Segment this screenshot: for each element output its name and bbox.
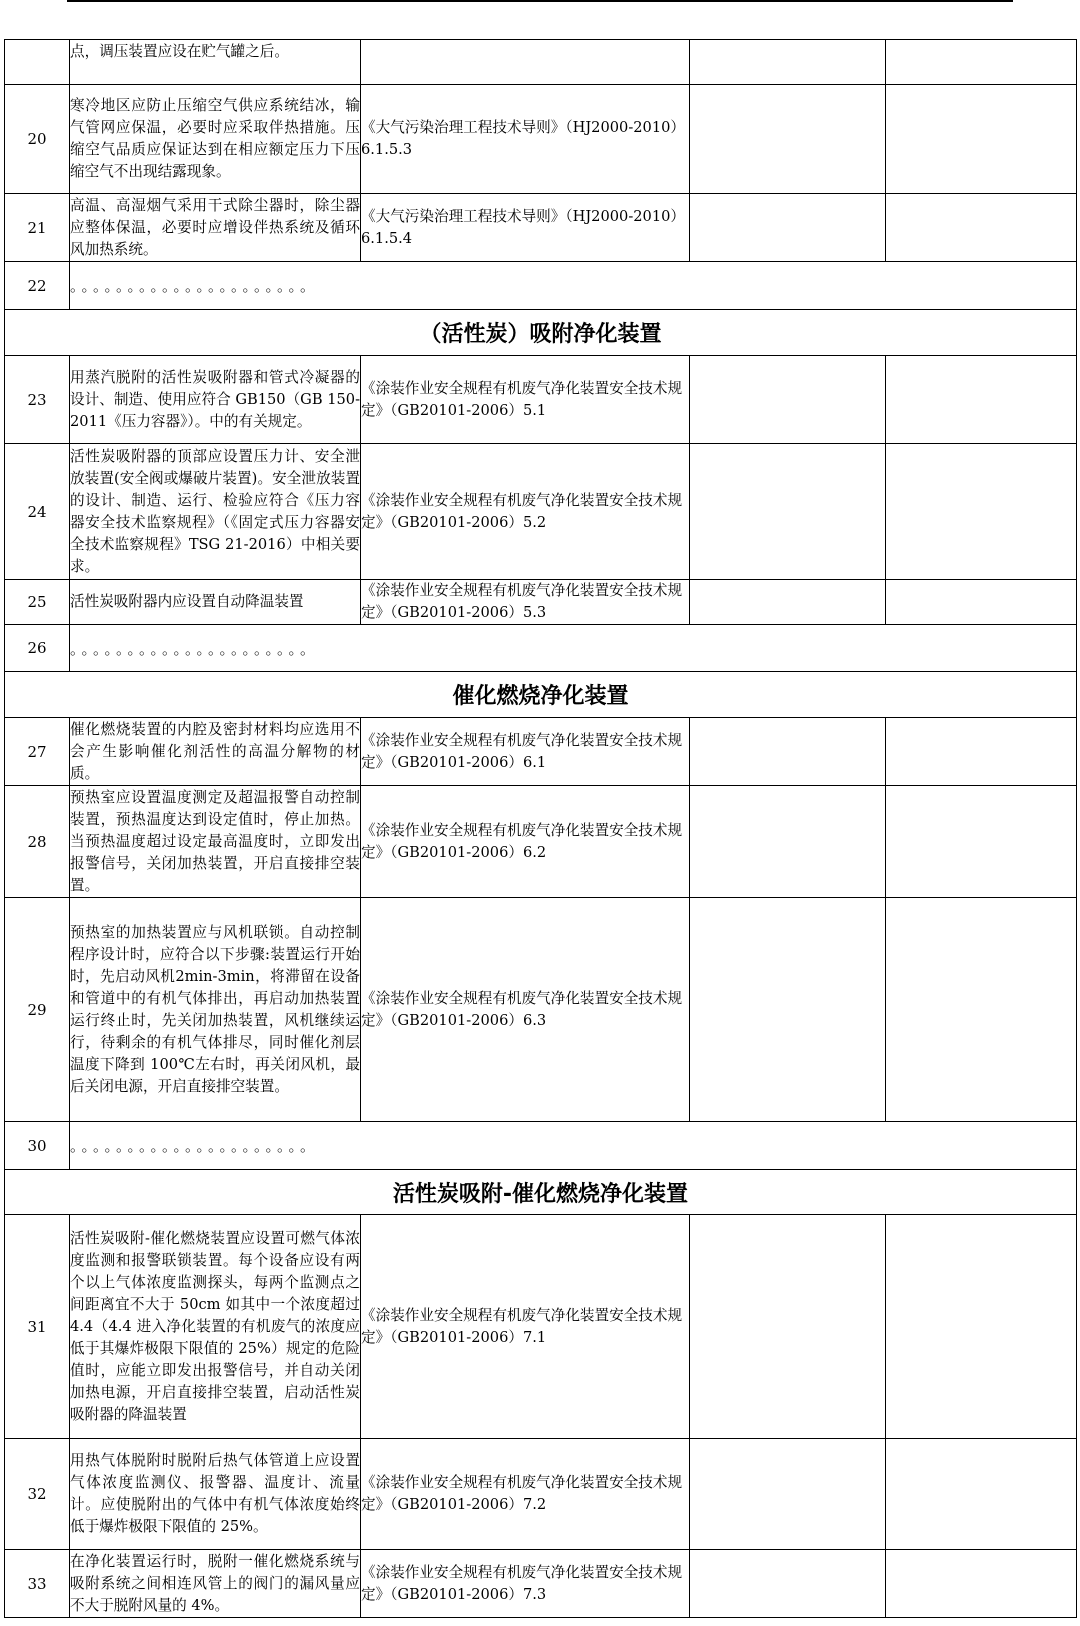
- header-rule: [67, 0, 1013, 2]
- row-number: 24: [5, 444, 70, 580]
- reference-text: 《涂装作业安全规程有机废气净化装置安全技术规定》（GB20101-2006）5.1: [361, 356, 690, 444]
- reference-text: 《涂装作业安全规程有机废气净化装置安全技术规定》（GB20101-2006）6.1: [361, 718, 690, 786]
- row-number: 32: [5, 1439, 70, 1550]
- reference-text: 《涂装作业安全规程有机废气净化装置安全技术规定》（GB20101-2006）7.3: [361, 1550, 690, 1618]
- row-number: 28: [5, 786, 70, 898]
- row-number: 30: [5, 1122, 70, 1170]
- blank-cell: [886, 898, 1077, 1122]
- requirement-text: 在净化装置运行时，脱附一催化燃烧系统与吸附系统之间相连风管上的阀门的漏风量应不大于脱附风量的 4%。: [70, 1550, 361, 1618]
- reference-text: 《涂装作业安全规程有机废气净化装置安全技术规定》（GB20101-2006）7.2: [361, 1439, 690, 1550]
- table-row: [5, 85, 1077, 194]
- requirement-text: 预热室的加热装置应与风机联锁。自动控制程序设计时，应符合以下步骤:装置运行开始时，先启动风机2min-3min，将滞留在设备和管道中的有机气体排出，再启动加热装置运行终止时，先关闭加热装置，风机继续运行，待剩余的有机气体排尽，同时催化剂层温度下降到 100℃左右时，再关闭风机，最后关闭电源，开启直接排空装置。: [70, 898, 361, 1122]
- row-number: 25: [5, 580, 70, 625]
- table-row: [5, 1439, 1077, 1550]
- blank-cell: [690, 786, 886, 898]
- reference-text: [361, 40, 690, 85]
- section-heading: 催化燃烧净化装置: [5, 672, 1077, 718]
- blank-cell: [690, 718, 886, 786]
- reference-text: 《大气污染治理工程技术导则》（HJ2000-2010）6.1.5.3: [361, 85, 690, 194]
- table-row: [5, 786, 1077, 898]
- requirement-text: 寒冷地区应防止压缩空气供应系统结冰，输气管网应保温，必要时应采取伴热措施。压缩空气品质应保证达到在相应额定压力下压缩空气不出现结露现象。: [70, 85, 361, 194]
- requirement-text: 催化燃烧装置的内腔及密封材料均应选用不会产生影响催化剂活性的高温分解物的材质。: [70, 718, 361, 786]
- section-row: [5, 1170, 1077, 1215]
- blank-cell: [886, 85, 1077, 194]
- blank-cell: [690, 1215, 886, 1439]
- blank-cell: [690, 85, 886, 194]
- row-number: 20: [5, 85, 70, 194]
- requirement-text: 高温、高湿烟气采用干式除尘器时，除尘器应整体保温，必要时应增设伴热系统及循环风加热系统。: [70, 194, 361, 262]
- blank-cell: [886, 444, 1077, 580]
- row-number: 29: [5, 898, 70, 1122]
- blank-cell: [886, 580, 1077, 625]
- blank-cell: [886, 718, 1077, 786]
- table-row: [5, 1550, 1077, 1618]
- requirement-text: 点，调压装置应设在贮气罐之后。: [70, 40, 361, 85]
- reference-text: 《大气污染治理工程技术导则》（HJ2000-2010）6.1.5.4: [361, 194, 690, 262]
- row-number: 23: [5, 356, 70, 444]
- blank-cell: [690, 1439, 886, 1550]
- ellipsis-row: 。。。。。。。。。。。。。。。。。。。。。: [70, 1122, 1077, 1170]
- row-number: 26: [5, 625, 70, 672]
- table-row: [5, 898, 1077, 1122]
- blank-cell: [886, 356, 1077, 444]
- reference-text: 《涂装作业安全规程有机废气净化装置安全技术规定》（GB20101-2006）5.2: [361, 444, 690, 580]
- reference-text: 《涂装作业安全规程有机废气净化装置安全技术规定》（GB20101-2006）6.3: [361, 898, 690, 1122]
- requirement-text: 预热室应设置温度测定及超温报警自动控制装置，预热温度达到设定值时，停止加热。当预热温度超过设定最高温度时，立即发出报警信号，关闭加热装置，开启直接排空装置。: [70, 786, 361, 898]
- ellipsis-row: 。。。。。。。。。。。。。。。。。。。。。: [70, 262, 1077, 310]
- inspection-table: [4, 39, 1077, 1618]
- table-row: [5, 1215, 1077, 1439]
- blank-cell: [886, 40, 1077, 85]
- section-heading: （活性炭）吸附净化装置: [5, 310, 1077, 356]
- blank-cell: [690, 40, 886, 85]
- blank-cell: [690, 580, 886, 625]
- blank-cell: [690, 194, 886, 262]
- table-row: [5, 718, 1077, 786]
- table-row: [5, 1122, 1077, 1170]
- requirement-text: 活性炭吸附器的顶部应设置压力计、安全泄放装置(安全阀或爆破片装置)。安全泄放装置的设计、制造、运行、检验应符合《压力容器安全技术监察规程》（《固定式压力容器安全技术监察规程》TSG 21-2016）中相关要求。: [70, 444, 361, 580]
- table-row: [5, 262, 1077, 310]
- row-number: 21: [5, 194, 70, 262]
- requirement-text: 用蒸汽脱附的活性炭吸附器和管式冷凝器的设计、制造、使用应符合 GB150（GB 150-2011《压力容器》）。中的有关规定。: [70, 356, 361, 444]
- table-row: [5, 444, 1077, 580]
- section-row: [5, 310, 1077, 356]
- table-row: [5, 580, 1077, 625]
- row-number: 31: [5, 1215, 70, 1439]
- section-row: [5, 672, 1077, 718]
- row-number: 27: [5, 718, 70, 786]
- reference-text: 《涂装作业安全规程有机废气净化装置安全技术规定》（GB20101-2006）6.2: [361, 786, 690, 898]
- blank-cell: [690, 444, 886, 580]
- table-row: [5, 40, 1077, 85]
- blank-cell: [886, 1215, 1077, 1439]
- table-row: [5, 625, 1077, 672]
- requirement-text: 活性炭吸附-催化燃烧装置应设置可燃气体浓度监测和报警联锁装置。每个设备应设有两个以上气体浓度监测探头，每两个监测点之间距离宜不大于 50cm 如其中一个浓度超过 4.4（4.4 进入净化装置的有机废气的浓度应低于其爆炸极限下限值的 25%）规定的危险值时，应能立即发出报警信号，并自动关闭加热电源，开启直接排空装置，启动活性炭吸附器的降温装置: [70, 1215, 361, 1439]
- blank-cell: [886, 194, 1077, 262]
- blank-cell: [886, 786, 1077, 898]
- row-number: 22: [5, 262, 70, 310]
- row-number: 33: [5, 1550, 70, 1618]
- table-row: [5, 194, 1077, 262]
- row-number: [5, 40, 70, 85]
- blank-cell: [886, 1439, 1077, 1550]
- reference-text: 《涂装作业安全规程有机废气净化装置安全技术规定》（GB20101-2006）7.1: [361, 1215, 690, 1439]
- section-heading: 活性炭吸附-催化燃烧净化装置: [5, 1170, 1077, 1215]
- requirement-text: 活性炭吸附器内应设置自动降温装置: [70, 580, 361, 625]
- blank-cell: [886, 1550, 1077, 1618]
- blank-cell: [690, 1550, 886, 1618]
- reference-text: 《涂装作业安全规程有机废气净化装置安全技术规定》（GB20101-2006）5.3: [361, 580, 690, 625]
- requirement-text: 用热气体脱附时脱附后热气体管道上应设置气体浓度监测仪、报警器、温度计、流量计。应使脱附出的气体中有机气体浓度始终低于爆炸极限下限值的 25%。: [70, 1439, 361, 1550]
- ellipsis-row: 。。。。。。。。。。。。。。。。。。。。。: [70, 625, 1077, 672]
- table-row: [5, 356, 1077, 444]
- blank-cell: [690, 898, 886, 1122]
- blank-cell: [690, 356, 886, 444]
